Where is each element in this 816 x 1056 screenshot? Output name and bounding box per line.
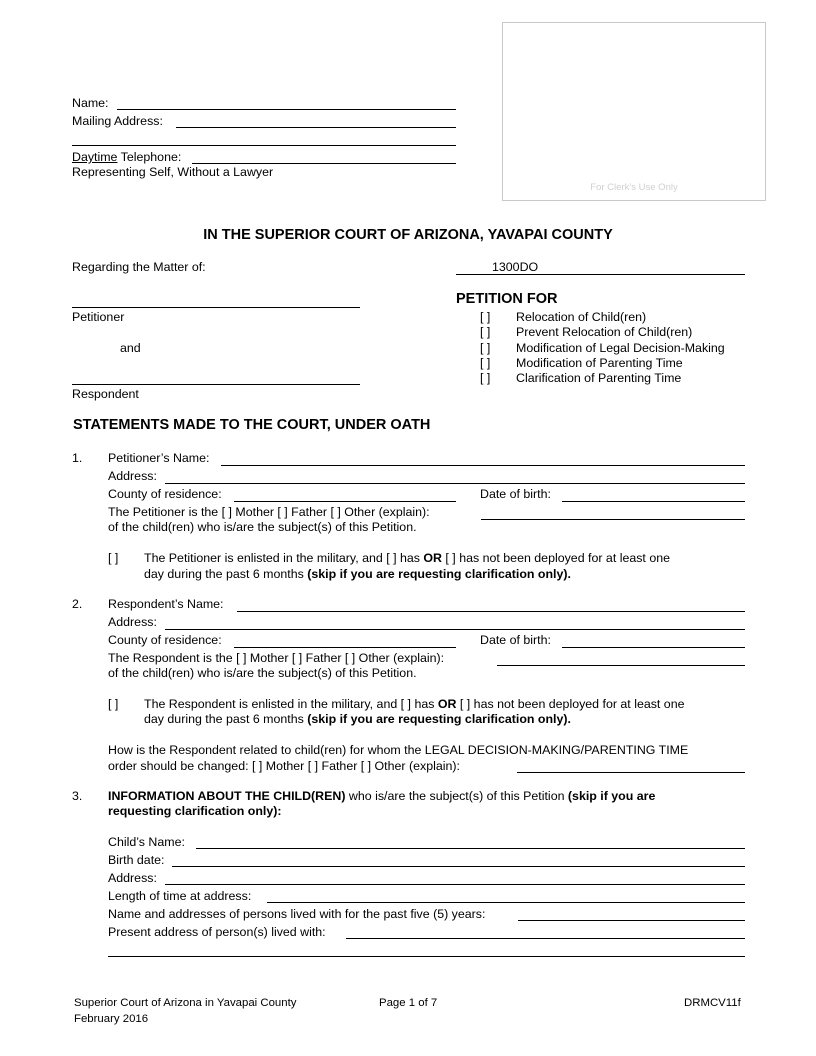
petitioner-name-field[interactable]: [72, 307, 360, 308]
petitioner-dob-label: Date of birth:: [480, 487, 551, 501]
regarding-label: Regarding the Matter of:: [72, 260, 206, 274]
checkbox-relocation[interactable]: [ ]: [480, 310, 491, 324]
mailing-address-field[interactable]: [176, 127, 456, 128]
child-address-label: Address:: [108, 871, 157, 885]
section-2-number: 2.: [72, 597, 83, 611]
respondent-how-other-input[interactable]: [517, 772, 745, 773]
respondent-military-text-2: day during the past 6 months (skip if you are requesting clarification only).: [144, 712, 571, 726]
petitioner-relation-cont: of the child(ren) who is/are the subject(s) of this Petition.: [108, 520, 417, 534]
clerk-use-box: [502, 22, 766, 201]
child-present-address-input-2[interactable]: [108, 956, 745, 957]
checkbox-modification-pt[interactable]: [ ]: [480, 356, 491, 370]
respondent-address-input[interactable]: [165, 629, 745, 630]
court-title: IN THE SUPERIOR COURT OF ARIZONA, YAVAPAI COUNTY: [203, 227, 613, 243]
respondent-label: Respondent: [72, 387, 139, 401]
child-info-heading-2: requesting clarification only):: [108, 804, 282, 818]
respondent-military-checkbox[interactable]: [ ]: [108, 697, 119, 711]
case-number-field[interactable]: [456, 274, 745, 275]
child-birth-date-label: Birth date:: [108, 853, 165, 867]
respondent-how-related-2: order should be changed: [ ] Mother [ ] Father [ ] Other (explain):: [108, 759, 460, 773]
footer-form-code: DRMCV11f: [684, 997, 741, 1009]
petitioner-address-label: Address:: [108, 469, 157, 483]
child-persons-input[interactable]: [518, 920, 745, 921]
telephone-field[interactable]: [192, 163, 456, 164]
petitioner-name-input[interactable]: [221, 465, 745, 466]
child-birth-date-input[interactable]: [172, 866, 745, 867]
respondent-county-input[interactable]: [234, 647, 456, 648]
petitioner-name-label: Petitioner’s Name:: [108, 451, 210, 465]
option-modification-pt: Modification of Parenting Time: [516, 356, 683, 370]
respondent-other-input[interactable]: [497, 665, 745, 666]
representing-self-text: Representing Self, Without a Lawyer: [72, 165, 274, 179]
name-label: Name:: [72, 96, 109, 110]
option-prevent-relocation: Prevent Relocation of Child(ren): [516, 325, 693, 339]
checkbox-clarification-pt[interactable]: [ ]: [480, 371, 491, 385]
clerk-use-note: For Clerk’s Use Only: [590, 182, 678, 193]
petitioner-military-text-2: day during the past 6 months (skip if you are requesting clarification only).: [144, 567, 571, 581]
name-field[interactable]: [117, 109, 456, 110]
petitioner-address-input[interactable]: [165, 483, 745, 484]
option-relocation: Relocation of Child(ren): [516, 310, 647, 324]
respondent-military-text: The Respondent is enlisted in the military, and [ ] has OR [ ] has not been deployed for at least one: [144, 697, 685, 711]
option-clarification-pt: Clarification of Parenting Time: [516, 371, 682, 385]
footer-date: February 2016: [74, 1013, 149, 1025]
footer-page: Page 1 of 7: [379, 997, 438, 1009]
respondent-name-field[interactable]: [72, 384, 360, 385]
child-present-address-label: Present address of person(s) lived with:: [108, 925, 326, 939]
petitioner-relation-label: The Petitioner is the [ ] Mother [ ] Father [ ] Other (explain):: [108, 505, 430, 519]
petition-for-heading: PETITION FOR: [456, 291, 558, 307]
checkbox-prevent-relocation[interactable]: [ ]: [480, 325, 491, 339]
and-label: and: [120, 341, 141, 355]
respondent-how-related-1: How is the Respondent related to child(ren) for whom the LEGAL DECISION-MAKING/PARENTING TIME: [108, 743, 689, 757]
respondent-dob-label: Date of birth:: [480, 633, 551, 647]
petitioner-county-label: County of residence:: [108, 487, 222, 501]
option-modification-ldm: Modification of Legal Decision-Making: [516, 341, 725, 355]
child-address-input[interactable]: [165, 884, 745, 885]
petitioner-military-text: The Petitioner is enlisted in the military, and [ ] has OR [ ] has not been deployed for at least one: [144, 551, 670, 565]
petitioner-county-input[interactable]: [234, 501, 456, 502]
petitioner-military-checkbox[interactable]: [ ]: [108, 551, 119, 565]
case-number: 1300DO: [492, 260, 539, 274]
footer-court: Superior Court of Arizona in Yavapai County: [74, 997, 297, 1009]
child-name-label: Child’s Name:: [108, 835, 185, 849]
child-persons-label: Name and addresses of persons lived with for the past five (5) years:: [108, 907, 486, 921]
respondent-name-input[interactable]: [237, 611, 745, 612]
child-length-input[interactable]: [267, 902, 745, 903]
child-present-address-input[interactable]: [346, 938, 745, 939]
child-info-heading: INFORMATION ABOUT THE CHILD(REN) who is/are the subject(s) of this Petition (skip if you are: [108, 789, 656, 803]
mailing-address-label: Mailing Address:: [72, 114, 163, 128]
respondent-county-label: County of residence:: [108, 633, 222, 647]
child-length-label: Length of time at address:: [108, 889, 252, 903]
respondent-relation-cont: of the child(ren) who is/are the subject(s) of this Petition.: [108, 666, 417, 680]
petitioner-dob-input[interactable]: [562, 501, 745, 502]
checkbox-modification-ldm[interactable]: [ ]: [480, 341, 491, 355]
mailing-address-field-2[interactable]: [72, 145, 456, 146]
respondent-name-label: Respondent’s Name:: [108, 597, 224, 611]
respondent-dob-input[interactable]: [562, 647, 745, 648]
daytime-telephone-label: Daytime Telephone:: [72, 150, 182, 164]
statements-heading: STATEMENTS MADE TO THE COURT, UNDER OATH: [73, 417, 431, 433]
section-1-number: 1.: [72, 451, 83, 465]
respondent-address-label: Address:: [108, 615, 157, 629]
section-3-number: 3.: [72, 789, 83, 803]
respondent-relation-label: The Respondent is the [ ] Mother [ ] Father [ ] Other (explain):: [108, 651, 445, 665]
petitioner-other-input[interactable]: [481, 519, 745, 520]
child-name-input[interactable]: [196, 848, 745, 849]
petitioner-label: Petitioner: [72, 310, 125, 324]
